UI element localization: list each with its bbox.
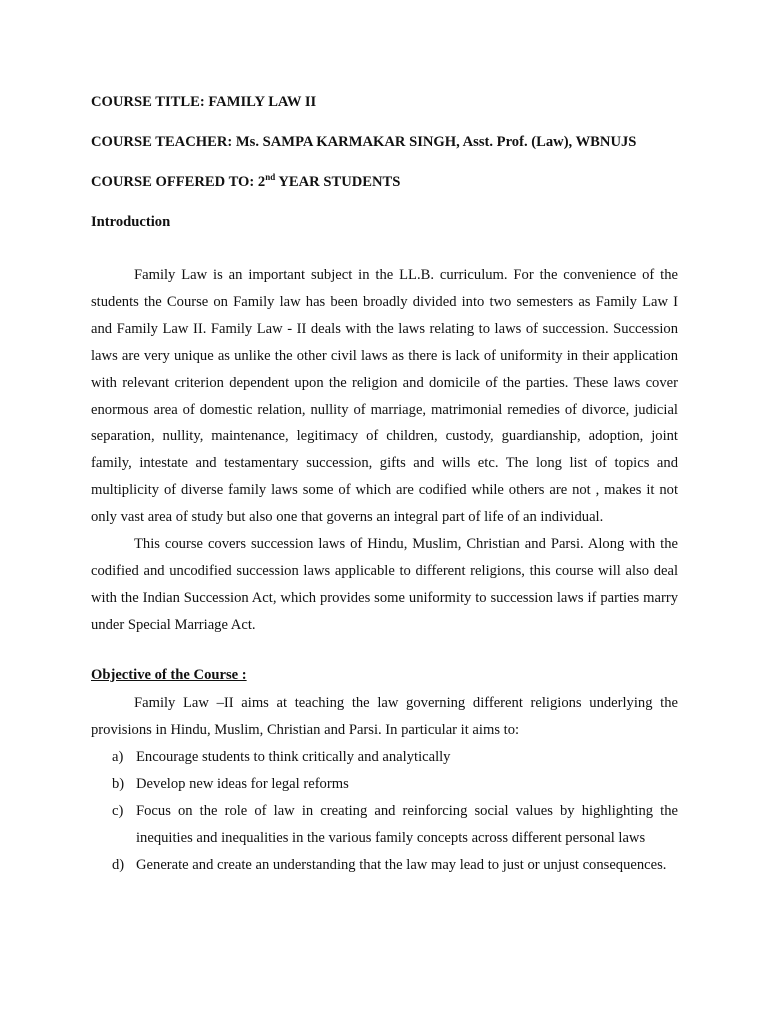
list-item (91, 798, 678, 852)
list-marker: b) (112, 775, 125, 792)
course-teacher: COURSE TEACHER: Ms. SAMPA KARMAKAR SINGH, Asst. Prof. (Law), WBNUJS (91, 134, 637, 150)
course-title: COURSE TITLE: FAMILY LAW II (91, 94, 317, 110)
list-marker: d) (112, 856, 125, 873)
list-marker: c) (112, 802, 124, 819)
list-item-text: Focus on the role of law in creating and reinforcing social values by highlighting the inequities and inequalities in the various family concepts across different personal laws (136, 802, 678, 846)
list-item-text: Develop new ideas for legal reforms (136, 775, 349, 792)
introduction-paragraph-2: This course covers succession laws of Hindu, Muslim, Christian and Parsi. Along with the codified and uncodified succession laws applicable to different religions, this course will also deal with the Indian Succession Act, which provides some uniformity to succession laws if parties marry under Special Marriage Act. (91, 536, 678, 633)
list-item-text: Encourage students to think critically and analytically (136, 748, 451, 765)
list-item (91, 744, 678, 771)
objective-intro-paragraph: Family Law –II aims at teaching the law governing different religions underlying the provisions in Hindu, Muslim, Christian and Parsi. In particular it aims to: (91, 694, 678, 738)
course-offered-superscript: nd (265, 172, 276, 182)
course-offered-prefix: COURSE OFFERED TO: 2 (91, 174, 266, 190)
list-item-text: Generate and create an understanding that the law may lead to just or unjust consequences. (136, 856, 667, 873)
course-offered-suffix: YEAR STUDENTS (275, 174, 401, 190)
list-item (91, 771, 678, 798)
list-marker: a) (112, 748, 124, 765)
list-item (91, 852, 678, 879)
introduction-heading: Introduction (91, 214, 171, 230)
objective-list (91, 744, 678, 879)
objective-heading: Objective of the Course : (91, 666, 247, 683)
introduction-paragraph-1: Family Law is an important subject in the LL.B. curriculum. For the convenience of the students the Course on Family law has been broadly divided into two semesters as Family Law I and Family Law II. Family Law - II deals with the laws relating to laws of succession. Succession laws are very unique as unlike the other civil laws as there is lack of uniformity in their application with relevant criterion dependent upon the religion and domicile of the parties. These laws cover enormous area of domestic relation, nullity of marriage, matrimonial remedies of divorce, judicial separation, nullity, maintenance, legitimacy of children, custody, guardianship, adoption, joint family, intestate and testamentary succession, gifts and wills etc. The long list of topics and multiplicity of diverse family laws some of which are codified while others are not , makes it not only vast area of study but also one that governs an integral part of life of an individual. (91, 267, 678, 526)
document-page (91, 90, 678, 879)
course-offered-to (91, 170, 678, 194)
